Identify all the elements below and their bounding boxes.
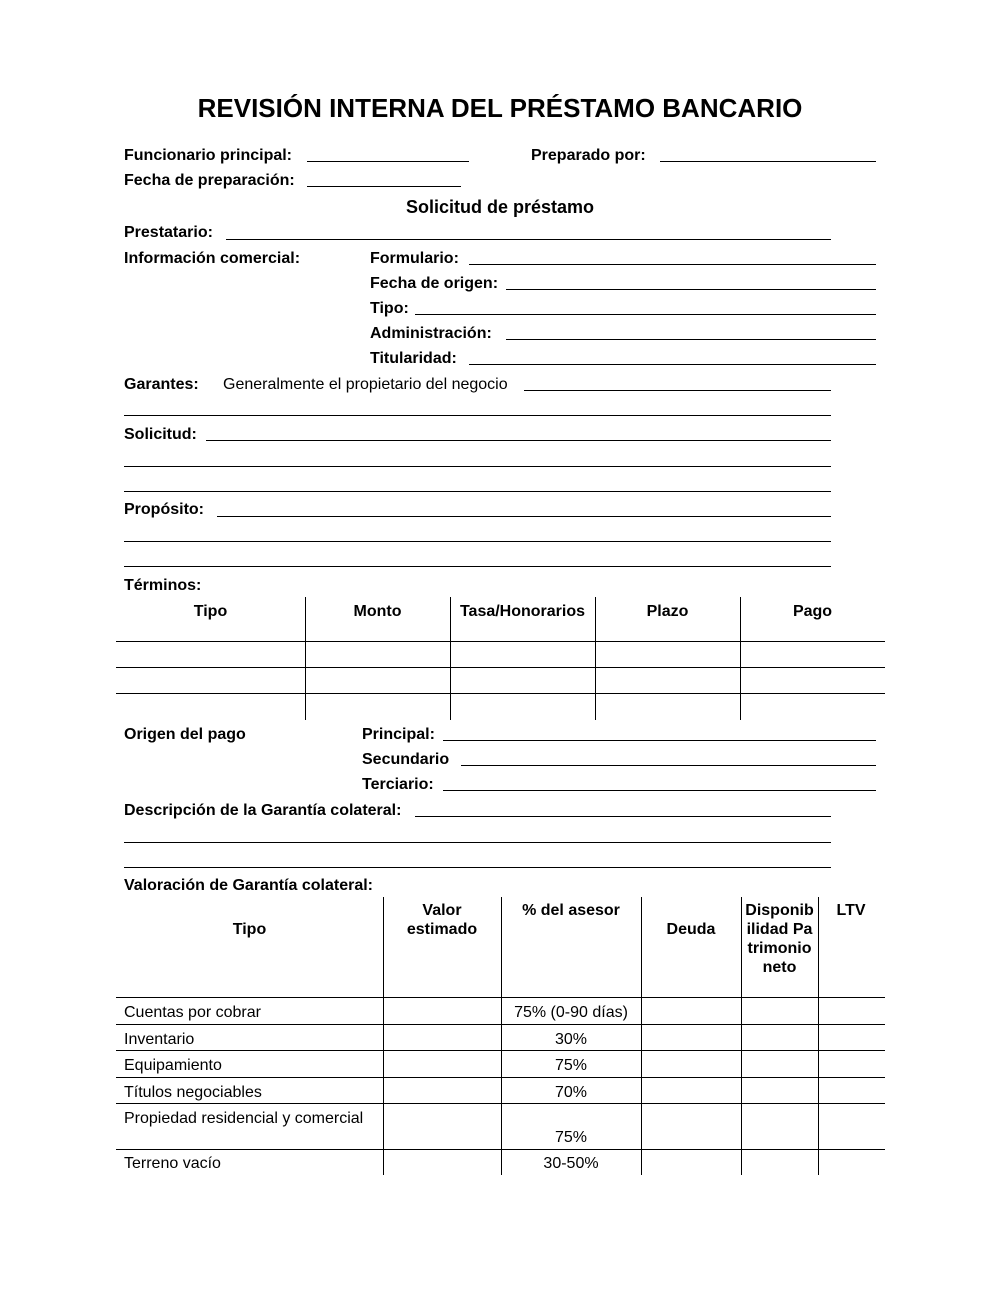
- principal-label: Principal:: [362, 726, 435, 743]
- table-divider: [305, 597, 306, 720]
- proposito-field[interactable]: [217, 516, 831, 517]
- table-divider: [740, 597, 741, 720]
- proposito-label: Propósito:: [124, 501, 204, 518]
- funcionario-label: Funcionario principal:: [124, 147, 293, 164]
- table-row-asesor: 70%: [554, 1084, 588, 1101]
- col-header-monto: Monto: [353, 603, 402, 620]
- col-header-disponibilidad: Disponibilidad Patrimonio neto: [745, 902, 814, 976]
- table-row-asesor: 75%: [554, 1057, 588, 1074]
- secundario-field[interactable]: [461, 765, 876, 766]
- terminos-label: Términos:: [124, 577, 202, 594]
- secundario-label: Secundario: [362, 751, 450, 768]
- funcionario-field[interactable]: [307, 161, 469, 162]
- preparado-label: Preparado por:: [531, 147, 646, 164]
- terciario-field[interactable]: [443, 790, 876, 791]
- fecha-origen-field[interactable]: [506, 289, 876, 290]
- table-row-asesor: 30%: [554, 1031, 588, 1048]
- solicitud-field-3[interactable]: [124, 491, 831, 492]
- table-row-line: [116, 1103, 885, 1104]
- col-header-valor: Valor estimado: [406, 902, 478, 938]
- prestatario-field[interactable]: [226, 239, 831, 240]
- solicitud-field-2[interactable]: [124, 466, 831, 467]
- garantes-field[interactable]: [524, 390, 831, 391]
- tipo-label: Tipo:: [370, 300, 409, 317]
- col-header-ltv: LTV: [836, 902, 866, 919]
- preparado-field[interactable]: [660, 161, 876, 162]
- table-row-tipo: Inventario: [124, 1031, 195, 1048]
- fecha-origen-label: Fecha de origen:: [370, 275, 499, 292]
- descripcion-field[interactable]: [415, 816, 831, 817]
- principal-field[interactable]: [443, 740, 876, 741]
- formulario-label: Formulario:: [370, 250, 459, 267]
- table-row-asesor: 75%: [554, 1129, 588, 1146]
- table-row-tipo: Títulos negociables: [124, 1084, 262, 1101]
- col-header-deuda: Deuda: [666, 921, 716, 938]
- fecha-preparacion-field[interactable]: [307, 186, 461, 187]
- descripcion-label: Descripción de la Garantía colateral:: [124, 802, 402, 819]
- solicitud-label: Solicitud:: [124, 426, 197, 443]
- proposito-field-3[interactable]: [124, 566, 831, 567]
- administracion-label: Administración:: [370, 325, 492, 342]
- section-title: Solicitud de préstamo: [405, 197, 595, 217]
- proposito-field-2[interactable]: [124, 541, 831, 542]
- table-row-tipo: Propiedad residencial y comercial: [124, 1110, 364, 1127]
- garantes-label: Garantes:: [124, 376, 199, 393]
- garantes-field-2[interactable]: [124, 415, 831, 416]
- origen-pago-label: Origen del pago: [124, 726, 246, 743]
- table-row-tipo: Cuentas por cobrar: [124, 1004, 261, 1021]
- table-row-asesor: 75% (0-90 días): [514, 1004, 628, 1021]
- formulario-field[interactable]: [469, 264, 876, 265]
- col-header-pago: Pago: [792, 603, 833, 620]
- col-header-asesor: % del asesor: [522, 902, 620, 919]
- table-divider: [383, 897, 384, 1175]
- table-row-line: [116, 1050, 885, 1051]
- table-divider: [595, 597, 596, 720]
- tipo-field[interactable]: [415, 314, 876, 315]
- col-header-tipo: Tipo: [232, 921, 267, 938]
- table-divider: [450, 597, 451, 720]
- col-header-tasa: Tasa/Honorarios: [459, 603, 586, 620]
- valoracion-label: Valoración de Garantía colateral:: [124, 877, 373, 894]
- titularidad-field[interactable]: [469, 364, 876, 365]
- prestatario-label: Prestatario:: [124, 224, 213, 241]
- terciario-label: Terciario:: [362, 776, 434, 793]
- col-header-tipo: Tipo: [193, 603, 228, 620]
- table-row-line: [116, 693, 885, 694]
- garantes-text: Generalmente el propietario del negocio: [223, 376, 508, 393]
- table-row-line: [116, 641, 885, 642]
- table-divider: [818, 897, 819, 1175]
- table-row-line: [116, 1149, 885, 1150]
- solicitud-field[interactable]: [206, 440, 831, 441]
- fecha-preparacion-label: Fecha de preparación:: [124, 172, 295, 189]
- table-row-line: [116, 1077, 885, 1078]
- info-comercial-label: Información comercial:: [124, 250, 301, 267]
- administracion-field[interactable]: [506, 339, 876, 340]
- descripcion-field-3[interactable]: [124, 867, 831, 868]
- table-divider: [741, 897, 742, 1175]
- table-row-asesor: 30-50%: [543, 1155, 599, 1172]
- table-divider: [641, 897, 642, 1175]
- page-title: REVISIÓN INTERNA DEL PRÉSTAMO BANCARIO: [197, 93, 803, 123]
- table-row-line: [116, 1024, 885, 1025]
- titularidad-label: Titularidad:: [370, 350, 457, 367]
- table-row-line: [116, 997, 885, 998]
- table-row-line: [116, 667, 885, 668]
- table-row-tipo: Terreno vacío: [124, 1155, 221, 1172]
- descripcion-field-2[interactable]: [124, 842, 831, 843]
- table-row-tipo: Equipamiento: [124, 1057, 222, 1074]
- col-header-plazo: Plazo: [646, 603, 689, 620]
